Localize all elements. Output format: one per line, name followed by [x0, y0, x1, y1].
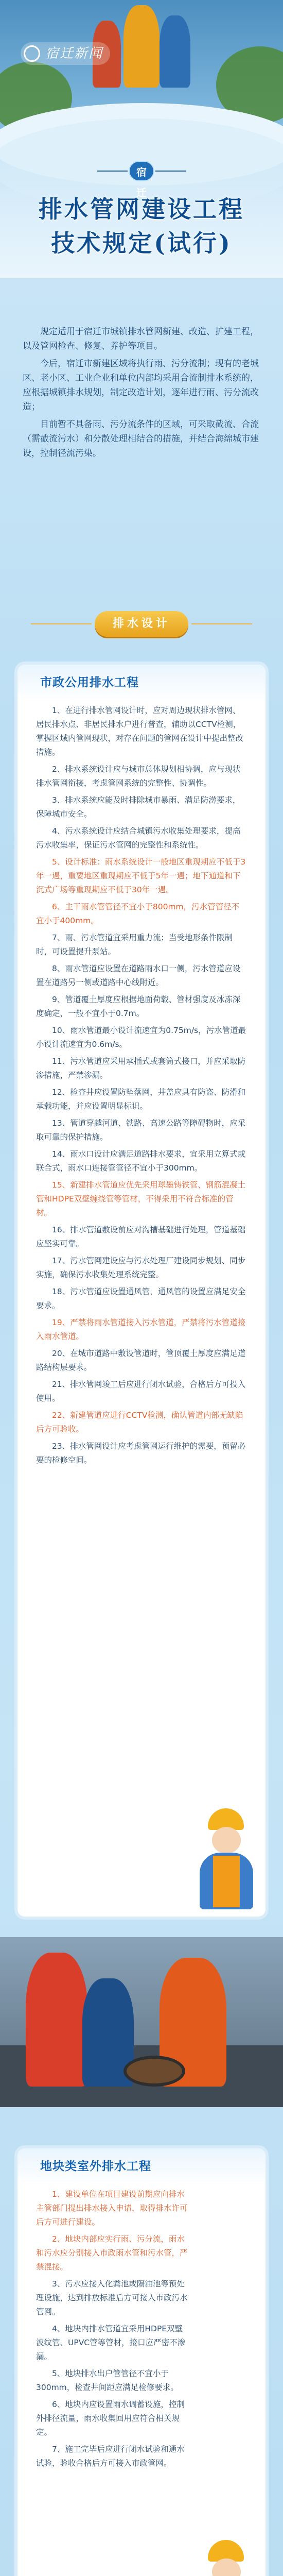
- rule-paragraph: 16、排水管道敷设前应对沟槽基础进行处理，管道基础应坚实可靠。: [36, 1225, 246, 1248]
- rule-paragraph: 19、严禁将雨水管道接入污水管道，严禁将污水管道接入雨水管道。: [36, 1318, 246, 1341]
- intro-paragraph: 规定适用于宿迁市城镇排水管网新建、改造、扩建工程，以及管网检查、修复、养护等项目。: [23, 327, 259, 351]
- rule-paragraph: 6、主干雨水管管径不宜小于800mm，污水管管径不宜小于400mm。: [36, 902, 240, 925]
- divider-line: [155, 171, 186, 172]
- section-tab-design: 排水设计: [95, 611, 188, 637]
- worker-image: [123, 5, 160, 88]
- rule-paragraph: 10、雨水管道最小设计流速宜为0.75m/s，污水管道最小设计流速宜为0.6m/s。: [36, 1026, 246, 1049]
- rule-paragraph: 1、在进行排水管网设计时，应对周边现状排水管网、居民排水点、非居民排水户进行普查，辅助以CCTV检测，掌握区域内管网现状，对存在问题的管网在设计中提出整改措施。: [36, 706, 244, 757]
- logo-mark-icon: [24, 45, 40, 62]
- news-logo: [21, 42, 110, 65]
- rule-paragraph: 12、检查井应设置防坠落网，井盖应具有防盗、防滑和承载功能，并应设置明显标识。: [36, 1088, 246, 1111]
- rule-paragraph: 5、地块排水出户管管径不宜小于300mm，检查井间距应满足检修要求。: [36, 2369, 179, 2392]
- rule-paragraph: 22、新建管道应进行CCTV检测，确认管道内部无缺陷后方可验收。: [36, 1411, 243, 1434]
- rule-paragraph: 3、排水系统应能及时排除城市暴雨、满足防涝要求，保障城市安全。: [36, 795, 241, 819]
- rule-paragraph: 13、管道穿越河道、铁路、高速公路等障碍物时，应采取可靠的保护措施。: [36, 1118, 246, 1142]
- worker-vest: [213, 1856, 240, 1907]
- worker-illustration: [192, 2540, 259, 2576]
- rule-paragraph: 11、污水管道应采用承插式或套筒式接口，并应采取防渗措施，严禁渗漏。: [36, 1057, 246, 1080]
- rule-paragraph: 6、地块内应设置雨水调蓄设施，控制外排径流量，雨水收集回用应符合相关规定。: [36, 2400, 185, 2437]
- card-municipal-drainage: [17, 665, 266, 1917]
- page-title-line2: 技术规定(试行): [51, 229, 232, 257]
- rule-paragraph: 4、地块内排水管道宜采用HDPE双壁波纹管、UPVC管等管材，接口应严密不渗漏。: [36, 2324, 186, 2361]
- card-body: [17, 701, 266, 1467]
- worker-face: [212, 1827, 241, 1854]
- rule-paragraph: 23、排水管网设计应考虑管网运行维护的需要，预留必要的检修空间。: [36, 1442, 246, 1465]
- logo-text: 宿迁新闻: [45, 46, 103, 61]
- card-plot-drainage: [17, 2148, 266, 2576]
- rule-paragraph: 3、污水应接入化粪池或隔油池等预处理设施，达到排放标准后方可接入市政污水管网。: [36, 2279, 188, 2316]
- rule-paragraph: 9、管道覆土厚度应根据地面荷载、管材强度及冰冻深度确定，一般不宜小于0.7m。: [36, 995, 241, 1018]
- worker-photo: [26, 1953, 87, 2087]
- rule-paragraph: 20、在城市道路中敷设管道时，管顶覆土厚度应满足道路结构层要求。: [36, 1349, 246, 1372]
- worker-image: [160, 15, 190, 88]
- card-body: [17, 2184, 266, 2470]
- rule-paragraph: 5、设计标准：雨水系统设计一般地区重现期应不低于3年一遇，重要地区重现期应不低于5年一遇；地下通道和下沉式广场等重现期应不低于30年一遇。: [36, 857, 246, 894]
- worker-illustration: [192, 1808, 259, 1911]
- rule-paragraph: 21、排水管网竣工后应进行闭水试验，合格后方可投入使用。: [36, 1380, 246, 1403]
- divider-line: [97, 171, 128, 172]
- rule-paragraph: 2、地块内部应实行雨、污分流，雨水和污水应分别接入市政雨水管和污水管，严禁混接。: [36, 2234, 188, 2272]
- rule-paragraph: 17、污水管网建设应与污水处理厂建设同步规划、同步实施，确保污水收集处理系统完整。: [36, 1256, 246, 1279]
- rule-paragraph: 14、雨水口设计应满足道路排水要求，宜采用立算式或联合式，雨水口连接管管径不宜小于300mm。: [36, 1149, 246, 1173]
- divider-line: [191, 623, 252, 624]
- card-title: 市政公用排水工程: [40, 676, 139, 689]
- card-title: 地块类室外排水工程: [40, 2160, 151, 2173]
- intro-paragraph: 目前暂不具备雨、污分流条件的区域，可采取截流、合流（需截流污水）和分散处理相结合的措施，并结合海绵城市建设，控制径流污染。: [23, 419, 259, 459]
- card-header: [17, 2148, 266, 2184]
- rule-paragraph: 4、污水系统设计应结合城镇污水收集处理要求，提高污水收集率，保证污水管网的完整性和系统性。: [36, 826, 241, 850]
- intro-text: [23, 325, 260, 464]
- divider-line: [31, 623, 92, 624]
- manhole-opening: [123, 2056, 185, 2087]
- page-title-line1: 排水管网建设工程: [39, 195, 244, 223]
- rule-paragraph: 18、污水管道应设置通风管，通风管的设置应满足安全要求。: [36, 1287, 246, 1310]
- rule-paragraph: 1、建设单位在项目建设前期应向排水主管部门提出排水接入申请，取得排水许可后方可进行建设。: [36, 2190, 188, 2227]
- rule-paragraph: 7、雨、污水管道宜采用重力流；当受地形条件限制时，可设置提升泵站。: [36, 933, 233, 956]
- location-badge: 宿 迁: [129, 161, 154, 181]
- card-header: [17, 665, 266, 701]
- location-badge-wrap: [97, 161, 186, 199]
- hero-banner: [0, 0, 283, 278]
- rule-paragraph: 15、新建排水管道应优先采用球墨铸铁管、钢筋混凝土管和HDPE双壁缠绕管等管材，不得采用不符合标准的管材。: [36, 1180, 246, 1217]
- construction-photo: [0, 1937, 283, 2107]
- rule-paragraph: 7、施工完毕后应进行闭水试验和通水试验，验收合格后方可接入市政管网。: [36, 2445, 185, 2468]
- rule-paragraph: 8、雨水管道应设置在道路雨水口一侧，污水管道应设置在道路另一侧或道路中心线附近。: [36, 964, 241, 987]
- intro-paragraph: 今后，宿迁市新建区域将执行雨、污分流制；现有的老城区、老小区、工业企业和单位内部均采用合流制排水系统的，应根据城镇排水规划，制定改造计划，逐年进行雨、污分流改造；: [23, 359, 259, 412]
- rule-paragraph: 2、排水系统设计应与城市总体规划相协调，应与现状排水管网衔接，考虑管网系统的完整性、协调性。: [36, 765, 241, 788]
